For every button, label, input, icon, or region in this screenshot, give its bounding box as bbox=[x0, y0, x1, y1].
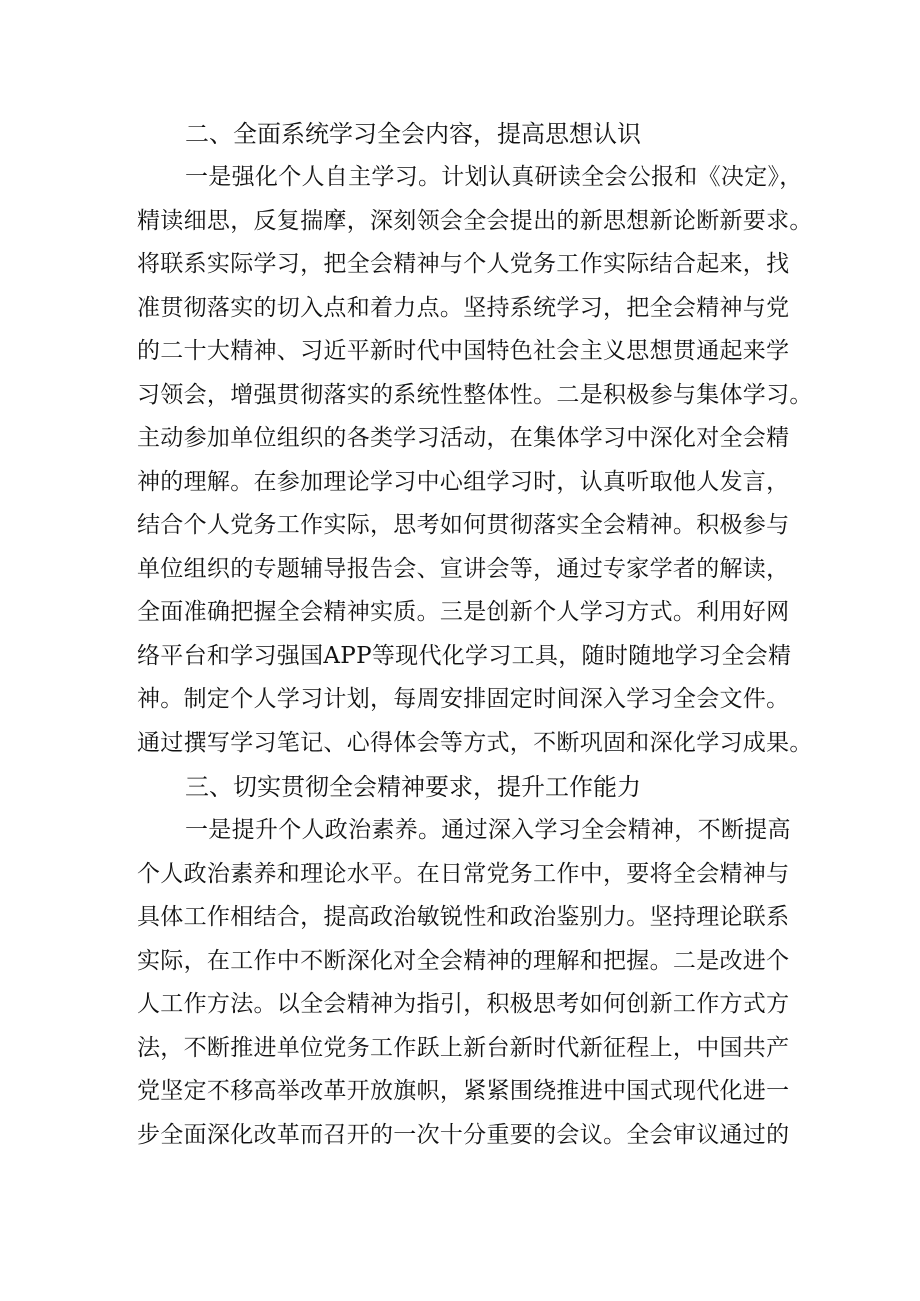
paragraph-line: 一是提升个人政治素养。通过深入学习全会精神，不断提高 bbox=[185, 817, 791, 843]
paragraph-line: 络平台和学习强国APP等现代化学习工具，随时随地学习全会精 bbox=[137, 642, 792, 669]
paragraph-line: 党坚定不移高举改革开放旗帜，紧紧围绕推进中国式现代化进一 bbox=[137, 1078, 790, 1104]
paragraph-line: 单位组织的专题辅导报告会、宣讲会等，通过专家学者的解读， bbox=[137, 555, 790, 582]
paragraph-line: 习领会，增强贯彻落实的系统性整体性。二是积极参与集体学习。 bbox=[137, 381, 813, 408]
paragraph-line: 步全面深化改革而召开的一次十分重要的会议。全会审议通过的 bbox=[137, 1121, 790, 1148]
paragraph-line: 人工作方法。以全会精神为指引，积极思考如何创新工作方式方 bbox=[137, 991, 790, 1017]
paragraph-line: 准贯彻落实的切入点和着力点。坚持系统学习，把全会精神与党 bbox=[137, 294, 790, 321]
paragraph-line: 的二十大精神、习近平新时代中国特色社会主义思想贯通起来学 bbox=[137, 338, 790, 364]
paragraph-line: 神。制定个人学习计划，每周安排固定时间深入学习全会文件。 bbox=[137, 686, 790, 712]
paragraph-line: 将联系实际学习，把全会精神与个人党务工作实际结合起来，找 bbox=[137, 251, 790, 277]
section-heading-3: 三、切实贯彻全会精神要求，提升工作能力 bbox=[185, 773, 641, 801]
document-body bbox=[137, 112, 813, 1157]
paragraph-line: 一是强化个人自主学习。计划认真研读全会公报和《决定》， bbox=[185, 164, 803, 190]
paragraph-line: 个人政治素养和理论水平。在日常党务工作中，要将全会精神与 bbox=[137, 860, 790, 887]
section-paragraph-3 bbox=[137, 809, 797, 1157]
paragraph-line: 精读细思，反复揣摩，深刻领会全会提出的新思想新论断新要求。 bbox=[137, 207, 813, 234]
paragraph-line: 神的理解。在参加理论学习中心组学习时，认真听取他人发言， bbox=[137, 468, 790, 495]
section-heading-2: 二、全面系统学习全会内容，提高思想认识 bbox=[185, 120, 641, 148]
paragraph-line: 具体工作相结合，提高政治敏锐性和政治鉴别力。坚持理论联系 bbox=[137, 904, 790, 930]
paragraph-line: 全面准确把握全会精神实质。三是创新个人学习方式。利用好网 bbox=[137, 599, 790, 625]
paragraph-line: 结合个人党务工作实际，思考如何贯彻落实全会精神。积极参与 bbox=[137, 512, 790, 538]
paragraph-line: 法，不断推进单位党务工作跃上新台新时代新征程上，中国共产 bbox=[137, 1034, 790, 1061]
paragraph-line: 通过撰写学习笔记、心得体会等方式，不断巩固和深化学习成果。 bbox=[137, 729, 813, 756]
section-paragraph-2 bbox=[137, 156, 813, 765]
paragraph-line: 实际，在工作中不断深化对全会精神的理解和把握。二是改进个 bbox=[137, 947, 790, 974]
paragraph-line: 主动参加单位组织的各类学习活动，在集体学习中深化对全会精 bbox=[137, 425, 790, 451]
